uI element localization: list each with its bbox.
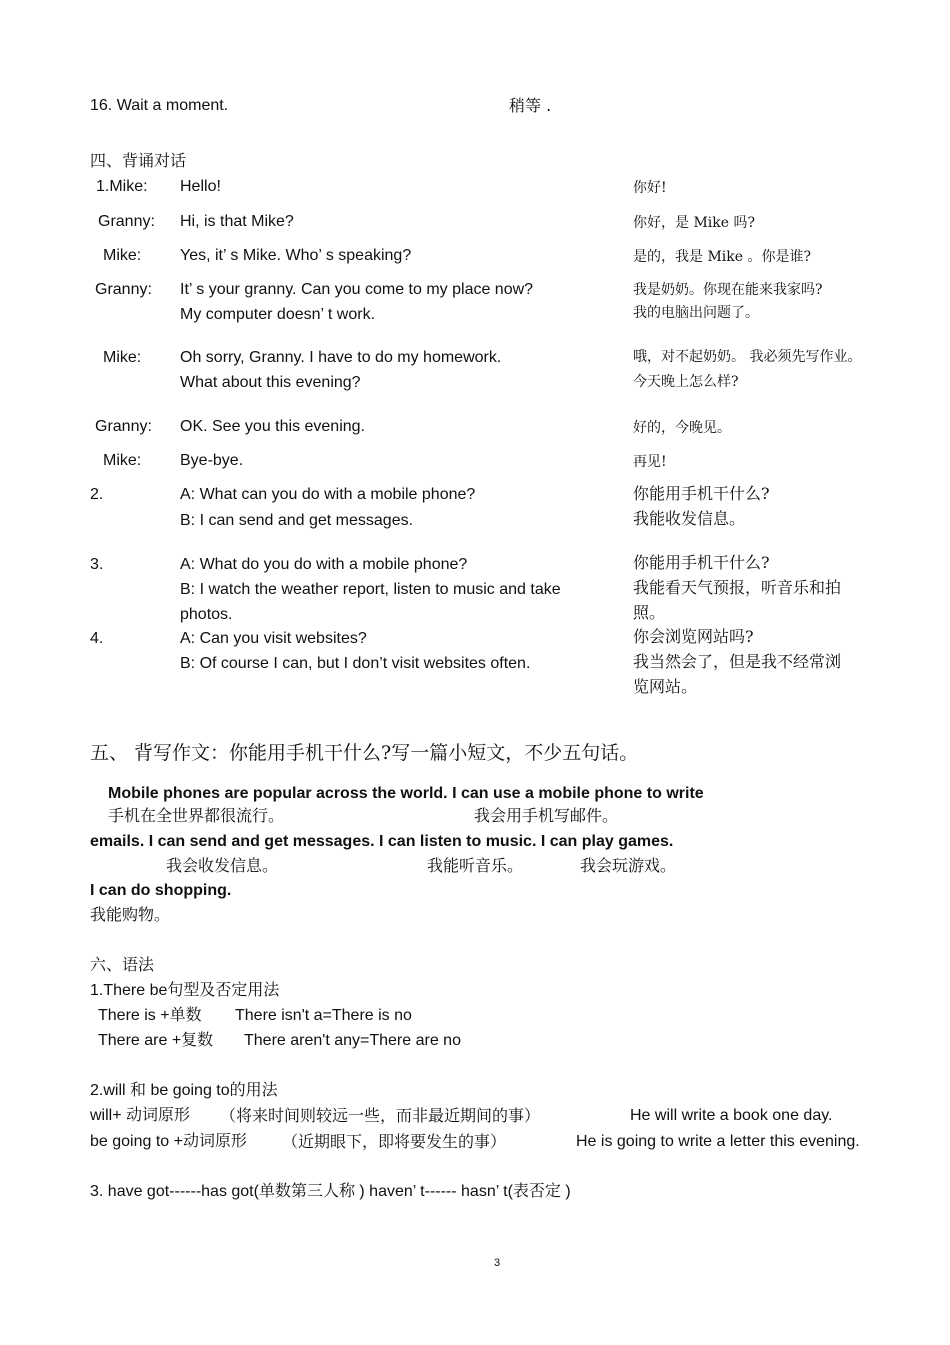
grammar-1-negative: There aren't any=There are no bbox=[244, 1032, 461, 1049]
essay-line-1: Mobile phones are popular across the world. I can use a mobile phone to write bbox=[108, 785, 704, 802]
dialog-speaker: Granny: bbox=[95, 418, 152, 435]
line-16-english: 16. Wait a moment. bbox=[90, 97, 229, 114]
dialog-line: Hi, is that Mike? bbox=[180, 213, 294, 230]
dialog-translation: 再见! bbox=[633, 454, 667, 470]
dialog-translation: 我是奶奶。你现在能来我家吗? bbox=[633, 282, 823, 298]
dialog-speaker: Granny: bbox=[98, 213, 155, 230]
dialog-translation: 是的，我是 Mike 。你是谁? bbox=[633, 249, 811, 265]
dialog-translation: 你好! bbox=[633, 180, 667, 196]
dialog-translation: 你好，是 Mike 吗? bbox=[633, 215, 755, 231]
dialog-translation: 照。 bbox=[633, 603, 666, 622]
section-6-heading: 六、语法 bbox=[90, 955, 155, 974]
dialog-translation: 今天晚上怎么样? bbox=[633, 374, 739, 390]
grammar-1-rule: There are +复数 bbox=[98, 1032, 214, 1049]
dialog-line: A: What do you do with a mobile phone? bbox=[180, 556, 468, 573]
essay-translation: 我会收发信息。 bbox=[166, 856, 279, 875]
dialog-translation: 哦，对不起奶奶。 我必须先写作业。 bbox=[633, 349, 862, 365]
dialog-line: It’ s your granny. Can you come to my place now? bbox=[180, 281, 534, 298]
dialog-translation: 览网站。 bbox=[633, 677, 698, 696]
essay-translation: 我能听音乐。 bbox=[427, 856, 524, 875]
essay-translation: 我会用手机写邮件。 bbox=[474, 806, 619, 825]
page-number: 3 bbox=[494, 1257, 501, 1269]
essay-translation: 我能购物。 bbox=[90, 905, 171, 924]
dialog-line: Bye-bye. bbox=[180, 452, 244, 469]
dialog-translation: 我的电脑出问题了。 bbox=[633, 305, 759, 321]
dialog-speaker: Mike: bbox=[103, 247, 142, 264]
grammar-2-note: （将来时间则较远一些，而非最近期间的事） bbox=[220, 1106, 541, 1125]
dialog-line: My computer doesn’ t work. bbox=[180, 306, 376, 323]
grammar-2-example: He will write a book one day. bbox=[630, 1107, 833, 1124]
grammar-3-line: 3. have got------has got(单数第三人称 ) haven’ t------ hasn’ t(表否定 ) bbox=[90, 1183, 571, 1200]
dialog-line: Yes, it’ s Mike. Who’ s speaking? bbox=[180, 247, 412, 264]
dialog-line: What about this evening? bbox=[180, 374, 361, 391]
dialog-line: B: I watch the weather report, listen to music and take bbox=[180, 581, 561, 598]
grammar-1-negative: There isn't a=There is no bbox=[235, 1007, 412, 1024]
dialog-number: 4. bbox=[90, 630, 104, 647]
dialog-line: A: Can you visit websites? bbox=[180, 630, 367, 647]
dialog-line: A: What can you do with a mobile phone? bbox=[180, 486, 476, 503]
grammar-2-example: He is going to write a letter this evening. bbox=[576, 1133, 860, 1150]
dialog-translation: 好的，今晚见。 bbox=[633, 420, 731, 436]
dialog-speaker: Granny: bbox=[95, 281, 152, 298]
dialog-line: OK. See you this evening. bbox=[180, 418, 365, 435]
dialog-line: Oh sorry, Granny. I have to do my homework. bbox=[180, 349, 502, 366]
dialog-translation: 我能看天气预报，听音乐和拍 bbox=[633, 578, 842, 597]
dialog-translation: 我当然会了，但是我不经常浏 bbox=[633, 652, 842, 671]
dialog-speaker: Mike: bbox=[103, 452, 142, 469]
grammar-2-note: （近期眼下，即将要发生的事） bbox=[282, 1132, 507, 1151]
dialog-translation: 你会浏览网站吗? bbox=[633, 627, 754, 646]
dialog-speaker: 1.Mike: bbox=[96, 178, 148, 195]
grammar-2-rule: will+ 动词原形 bbox=[90, 1107, 191, 1124]
dialog-line: B: I can send and get messages. bbox=[180, 512, 414, 529]
essay-line-3: I can do shopping. bbox=[90, 882, 232, 899]
dialog-translation: 你能用手机干什么? bbox=[633, 484, 770, 503]
dialog-line: Hello! bbox=[180, 178, 221, 195]
grammar-1-title: 1.There be句型及否定用法 bbox=[90, 982, 280, 999]
line-16-chinese: 稍等 . bbox=[509, 96, 552, 115]
grammar-2-rule: be going to +动词原形 bbox=[90, 1133, 247, 1150]
essay-translation: 我会玩游戏。 bbox=[580, 856, 677, 875]
dialog-number: 2. bbox=[90, 486, 104, 503]
section-4-heading: 四、背诵对话 bbox=[90, 151, 187, 170]
grammar-1-rule: There is +单数 bbox=[98, 1007, 202, 1024]
dialog-number: 3. bbox=[90, 556, 104, 573]
essay-line-2: emails. I can send and get messages. I can listen to music. I can play games. bbox=[90, 833, 674, 850]
dialog-speaker: Mike: bbox=[103, 349, 142, 366]
grammar-2-title: 2.will 和 be going to的用法 bbox=[90, 1082, 278, 1099]
essay-translation: 手机在全世界都很流行。 bbox=[108, 806, 285, 825]
section-5-heading: 五、 背写作文：你能用手机干什么?写一篇小短文，不少五句话。 bbox=[90, 742, 639, 764]
dialog-line: B: Of course I can, but I don’t visit websites often. bbox=[180, 655, 531, 672]
dialog-translation: 你能用手机干什么? bbox=[633, 553, 770, 572]
dialog-translation: 我能收发信息。 bbox=[633, 509, 746, 528]
dialog-line: photos. bbox=[180, 606, 233, 623]
